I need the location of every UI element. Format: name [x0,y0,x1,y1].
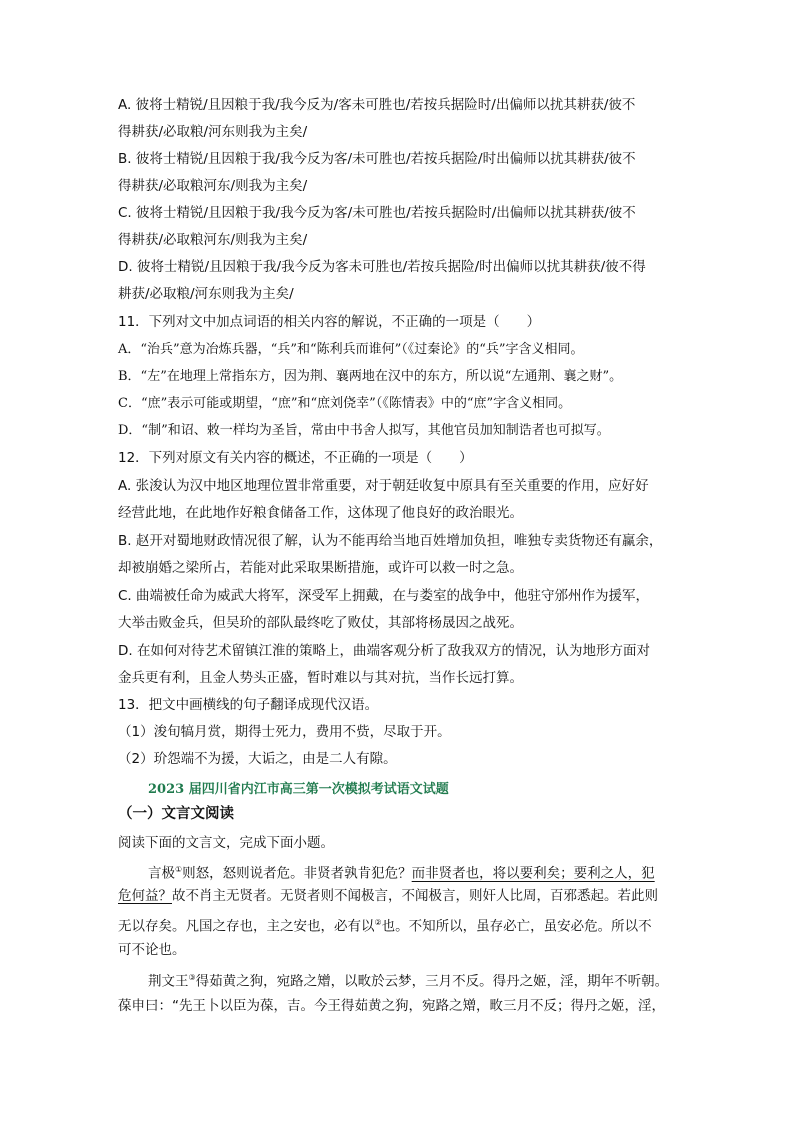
instruction-text: 阅读下面的文言文，完成下面小题。 [118,835,334,851]
passage-p1-line3: 无以存矣。凡国之存也，主之安也，必有以②也。不知所以，虽存必亡，虽安必危。所以不 [118,918,652,935]
passage-p1-line1: 言极①则怒，怒则说者危。非贤者孰肯犯危？而非贤者也，将以要利矣；要利之人，犯 [148,865,655,882]
underlined-sentence: 而非贤者也，将以要利矣；要利之人，犯 [411,865,655,882]
footnote-marker: ② [374,918,382,927]
q12-option-c-line2: 大举击败金兵，但吴玠的部队最终吃了败仗，其部将杨晟因之战死。 [118,615,523,631]
q10-option-b-line1: B. 彼将士精锐/且因粮于我/我今反为客/未可胜也/若按兵据险/时出偏师以扰其耕获/彼不 [118,151,636,167]
passage-p2-line1: 荆文王③得茹黄之狗，宛路之矰，以畋於云梦，三月不反。得丹之姬，淫，期年不听朝。 [148,973,669,990]
q10-option-a-line2: 得耕获/必取粮/河东则我为主矣/ [118,124,308,140]
q12-option-d-line1: D. 在如何对待艺术留镇江淮的策略上，曲端客观分析了敌我双方的情况，认为地形方面对 [118,643,650,659]
q13-item-2: （2）玠怨端不为援，大诟之，由是二人有隙。 [118,751,397,767]
q10-option-c-line1: C. 彼将士精锐/且因粮于我/我今反为客/未可胜也/若按兵据险时/出偏师以扰其耕获/彼不 [118,205,636,221]
q10-option-c-line2: 得耕获/必取粮河东/则我为主矣/ [118,232,308,248]
q11-option-a: A．“治兵”意为冶炼兵器，“兵”和“陈利兵而谁何”（《过秦论》的“兵”字含义相同。 [118,342,584,357]
q11-option-b: B．“左”在地理上常指东方，因为荆、襄两地在汉中的东方，所以说“左通荆、襄之财”。 [118,369,623,384]
q12-option-a-line1: A. 张浚认为汉中地区地理位置非常重要，对于朝廷收复中原具有至关重要的作用，应好好 [118,478,649,494]
q11-stem: 11．下列对文中加点词语的相关内容的解说，不正确的一项是（ ） [118,314,541,330]
footnote-marker: ① [175,865,183,874]
q11-option-c: C．“庶”表示可能或期望，“庶”和“庶刘侥幸”（《陈情表》中的“庶”字含义相同。 [118,396,572,411]
q12-option-c-line1: C. 曲端被任命为威武大将军，深受军上拥戴，在与娄室的战争中，他驻守邠州作为援军， [118,588,650,604]
q12-stem: 12．下列对原文有关内容的概述，不正确的一项是（ ） [118,450,473,466]
q12-option-d-line2: 金兵更有利，且金人势头正盛，暂时难以与其对抗，当作长远打算。 [118,670,523,686]
q12-option-a-line2: 经营此地，在此地作好粮食储备工作，这体现了他良好的政治眼光。 [118,505,523,521]
q10-option-d-line1: D. 彼将士精锐/且因粮于我/我今反为客未可胜也/若按兵据险/时出偏师以扰其耕获/彼不得 [118,259,646,275]
q13-item-1: （1）浚旬犒月赏，期得士死力，费用不赀，尽取于开。 [118,724,451,740]
passage-p2-line2: 葆申曰：“先王卜以臣为葆，吉。今王得茹黄之狗，宛路之矰，畋三月不反；得丹之姬，淫， [118,998,665,1014]
passage-p1-line2: 危何益？故不肖主无贤者。无贤者则不闻极言，不闻极言，则奸人比周，百邪悉起。若此则 [118,888,658,904]
q10-option-d-line2: 耕获/必取粮/河东则我为主矣/ [118,286,294,302]
section-title: （一）文言文阅读 [118,806,234,822]
passage-p1-line4: 可不论也。 [118,942,186,958]
q13-stem: 13．把文中画横线的句子翻译成现代汉语。 [118,697,379,713]
q12-option-b-line1: B. 赵开对蜀地财政情况很了解，认为不能再给当地百姓增加负担，唯独专卖货物还有赢余， [118,533,663,549]
q10-option-a-line1: A. 彼将士精锐/且因粮于我/我今反为/客未可胜也/若按兵据险时/出偏师以扰其耕获/彼不 [118,97,636,113]
q12-option-b-line2: 却被崩婚之梁所占，若能对此采取果断措施，或许可以救一时之急。 [118,560,523,576]
exam-title: 2023 届四川省内江市高三第一次模拟考试语文试题 [148,782,449,797]
underlined-sentence: 危何益？ [118,888,172,904]
q10-option-b-line2: 得耕获/必取粮河东/则我为主矣/ [118,178,308,194]
footnote-marker: ③ [188,973,196,982]
q11-option-d: D．“制”和诏、敕一样均为圣旨，常由中书舍人拟写，其他官员加知制诰者也可拟写。 [118,423,610,438]
